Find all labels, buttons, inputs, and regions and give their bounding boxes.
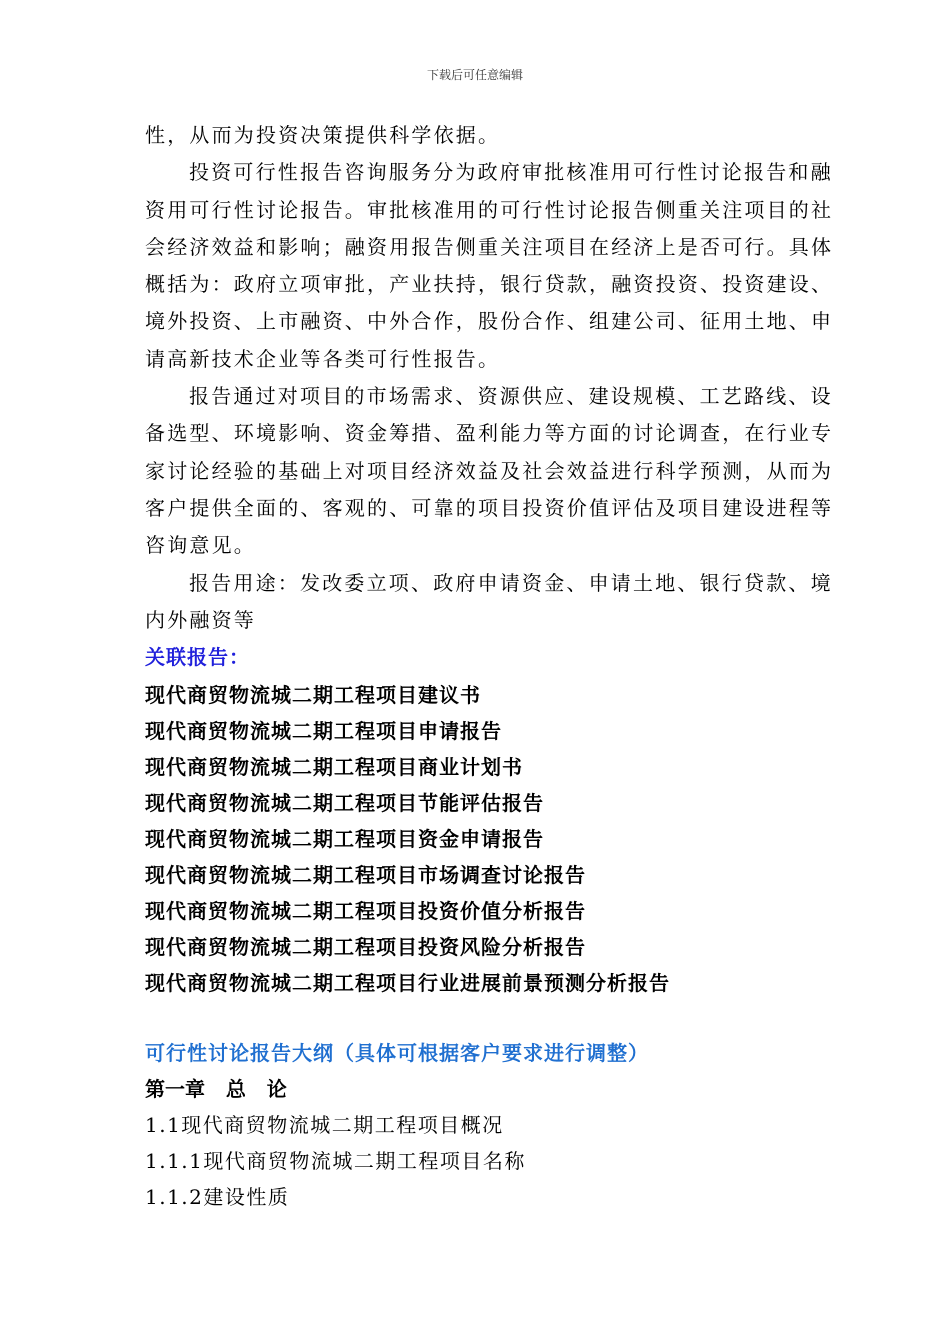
outline-entry: 1.1.1现代商贸物流城二期工程项目名称 bbox=[145, 1149, 526, 1173]
related-report-item: 现代商贸物流城二期工程项目商业计划书 bbox=[145, 755, 523, 779]
related-report-item: 现代商贸物流城二期工程项目建议书 bbox=[145, 683, 481, 707]
paragraph-continuation: 性，从而为投资决策提供科学依据。 bbox=[145, 123, 501, 147]
chapter-heading: 第一章 总 论 bbox=[145, 1077, 287, 1101]
related-report-item: 现代商贸物流城二期工程项目投资价值分析报告 bbox=[145, 899, 586, 923]
related-report-item: 现代商贸物流城二期工程项目申请报告 bbox=[145, 719, 502, 743]
page-header-note: 下载后可任意编辑 bbox=[426, 68, 523, 82]
outline-entry: 1.1.2建设性质 bbox=[145, 1185, 290, 1209]
paragraph-report-usage: 报告用途：发改委立项、政府申请资金、申请土地、银行贷款、境内外融资等 bbox=[145, 570, 833, 632]
paragraph-report-content: 报告通过对项目的市场需求、资源供应、建设规模、工艺路线、设备选型、环境影响、资金筹措、盈利能力等方面的讨论调查，在行业专家讨论经验的基础上对项目经济效益及社会效益进行科学预测，从而为客户提供全面的、客观的、可靠的项目投资价值评估及项目建设进程等咨询意见。 bbox=[145, 384, 834, 558]
paragraph-service-types: 投资可行性报告咨询服务分为政府审批核准用可行性讨论报告和融资用可行性讨论报告。审批核准用的可行性讨论报告侧重关注项目的社会经济效益和影响；融资用报告侧重关注项目在经济上是否可行。具体概括为：政府立项审批，产业扶持，银行贷款，融资投资、投资建设、境外投资、上市融资、中外合作，股份合作、组建公司、征用土地、申请高新技术企业等各类可行性报告。 bbox=[145, 160, 834, 371]
related-report-item: 现代商贸物流城二期工程项目投资风险分析报告 bbox=[145, 935, 586, 959]
related-report-item: 现代商贸物流城二期工程项目资金申请报告 bbox=[145, 827, 544, 851]
related-report-item: 现代商贸物流城二期工程项目市场调查讨论报告 bbox=[145, 863, 586, 887]
related-reports-heading: 关联报告： bbox=[145, 645, 250, 669]
outline-title: 可行性讨论报告大纲（具体可根据客户要求进行调整） bbox=[145, 1041, 649, 1065]
related-report-item: 现代商贸物流城二期工程项目行业进展前景预测分析报告 bbox=[145, 971, 670, 995]
related-report-item: 现代商贸物流城二期工程项目节能评估报告 bbox=[145, 791, 544, 815]
related-reports-list bbox=[145, 677, 845, 1001]
outline-entries bbox=[145, 1107, 526, 1215]
body-text bbox=[145, 117, 835, 639]
outline-entry: 1.1现代商贸物流城二期工程项目概况 bbox=[145, 1113, 504, 1137]
